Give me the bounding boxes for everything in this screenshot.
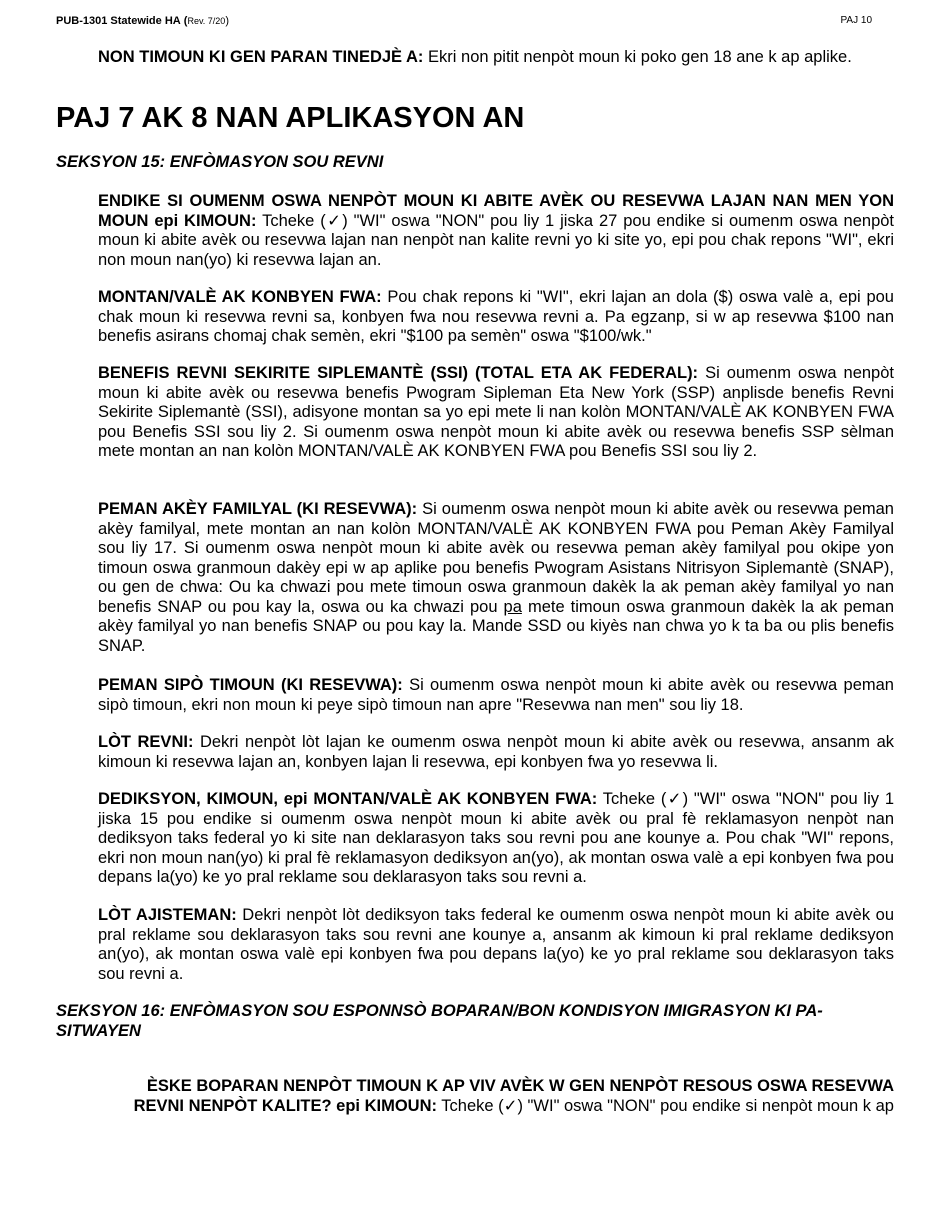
paragraph-text: Si oumenm oswa nenpòt moun ki abite avèk ou resevwa peman akèy familyal, mete montan an nan kolòn MONTAN/VALÈ AK KONBYEN FWA pou Peman Akèy Familyal sou liy 17. Si oumenm oswa nenpòt moun ki abite avèk ou resevwa peman akèy familyal pou okipe yon timoun oswa granmoun dakèy epi w ap aplike pou benefis Pwogram Asistans Nitrisyon Siplemantè (SNAP), ou gen de chwa: Ou ka chwazi pou mete timoun oswa granmoun dakèk la ak peman akèy familyal yo nan benefis SNAP ou pou kay la, oswa ou ka chwazi pou [98, 500, 894, 616]
paragraph-label: MONTAN/VALÈ AK KONBYEN FWA: [98, 288, 382, 306]
section-16-title: SEKSYON 16: ENFÒMASYON SOU ESPONNSÒ BOPARAN/BON KONDISYON IMIGRASYON KI PA-SITWAYEN [56, 1002, 823, 1040]
question-label-line2: REVNI NENPÒT KALITE? epi KIMOUN: [133, 1096, 437, 1115]
form-id-header: PUB-1301 Statewide HA (Rev. 7/20) [56, 15, 229, 27]
paragraph-label: BENEFIS REVNI SEKIRITE SIPLEMANTÈ (SSI) (TOTAL ETA AK FEDERAL): [98, 364, 699, 382]
paragraph-text: Tcheke (✓) "WI" oswa "NON" pou liy 1 jiska 27 pou endike si oumenm oswa nenpòt moun ki abite avèk ou resevwa lajan nan nenpòt nan kalite revni yo ki site yo, epi pou chak repons "WI", ekri non moun nan(yo) ki resevwa lajan an. [98, 211, 895, 269]
question-text: Tcheke (✓) "WI" oswa "NON" pou endike si nenpòt moun k ap [437, 1096, 894, 1115]
paragraph-text: Si oumenm oswa nenpòt moun ki abite avèk ou resevwa peman sipò timoun, ekri non moun ki peye sipò timoun nan apre "Resevwa nan men" sou liy 18. [98, 676, 894, 714]
paragraph-sponsor-resources [98, 1077, 894, 1116]
paragraph-label: PEMAN SIPÒ TIMOUN (KI RESEVWA): [98, 676, 403, 694]
paragraph-child-support [98, 676, 894, 715]
teen-parent-note-label: NON TIMOUN KI GEN PARAN TINEDJÈ A: [98, 48, 424, 66]
teen-parent-note [98, 47, 898, 67]
paragraph-deductions [98, 790, 894, 888]
paragraph-other-income [98, 733, 894, 772]
paragraph-text: Dekri nenpòt lòt dediksyon taks federal ke oumenm oswa nenpòt moun ki abite avèk ou pral reklame sou deklarasyon taks sou revni ane kounye a, ansanm ak kimoun ki pral reklame dediksyon an(yo), ak montan oswa valè epi konbyen fwa pou depans la(yo) ke yo pral reklame sou deklarasyon taks sou revni a. [98, 906, 894, 983]
page-number: PAJ 10 [840, 15, 872, 26]
form-revision: Rev. 7/20 [187, 16, 226, 26]
paragraph-other-adjustments [98, 906, 894, 984]
paragraph-foster-care-payments [98, 500, 894, 656]
paragraph-label: ENDIKE SI OUMENM OSWA NENPÒT MOUN KI ABITE AVÈK OU RESEVWA LAJAN NAN MEN YON MOUN epi KIMOUN: [98, 192, 894, 230]
paragraph-text: Pou chak repons ki "WI", ekri lajan an dola ($) oswa valè a, epi pou chak moun ki resevwa revni sa, konbyen fwa nou resevwa revni a. Pa egzanp, si w ap resevwa $100 nan benefis asirans chomaj chak semèn, ekri "$100 pa semèn" oswa "$100/wk." [98, 288, 894, 345]
paragraph-label: DEDIKSYON, KIMOUN, epi MONTAN/VALÈ AK KONBYEN FWA: [98, 790, 598, 808]
paragraph-text-continued: mete timoun oswa granmoun dakèk la ak peman akèy familyal yo nan benefis SNAP ou pou kay la. Mande SSD ou kiyès nan chwa yo k ta ba ou plis benefis SNAP. [98, 597, 895, 655]
paragraph-text: Tcheke (✓) "WI" oswa "NON" pou liy 1 jiska 15 pou endike si oumenm oswa nenpòt moun ki abite avèk ou pral fè reklamasyon nenpòt nan dediksyon taks federal yo ki site nan deklarasyon taks sou revni pou ane kounye a. Pou chak "WI" repons, ekri non moun nan(yo) ki pral fè reklamasyon dediksyon an(yo), ak montan oswa valè a epi konbyen fwa pou depans la(yo) ke yo pral reklame sou deklarasyon taks sou revni a. [98, 790, 894, 886]
paragraph-ssi-benefits [98, 364, 894, 462]
teen-parent-note-text: Ekri non pitit nenpòt moun ki poko gen 18 ane k ap aplike. [423, 48, 852, 66]
question-label-line1: ÈSKE BOPARAN NENPÒT TIMOUN K AP VIV AVÈK W GEN NENPÒT RESOUS OSWA RESEVWA [146, 1077, 894, 1095]
form-id: PUB-1301 Statewide HA [56, 15, 181, 27]
paragraph-text: Si oumenm oswa nenpòt moun ki abite avèk ou resevwa benefis Pwogram Sipleman Eta New York (SSP) anplisde benefis Revni Sekirite Siplemantè (SSI), adisyone montan sa yo epi mete li nan kolòn MONTAN/VALÈ AK KONBYEN FWA pou Benefis SSI sou liy 2. Si oumenm oswa nenpòt moun ki abite avèk ou resevwa benefis SSP sèlman mete montan an nan kolòn MONTAN/VALÈ AK KONBYEN FWA pou Benefis SSI sou liy 2. [98, 364, 894, 460]
page-heading: PAJ 7 AK 8 NAN APLIKASYON AN [56, 102, 525, 134]
paragraph-label: LÒT REVNI: [98, 733, 194, 751]
paragraph-label: PEMAN AKÈY FAMILYAL (KI RESEVWA): [98, 500, 418, 518]
section-15-title: SEKSYON 15: ENFÒMASYON SOU REVNI [56, 153, 384, 171]
paragraph-amount-frequency [98, 288, 894, 347]
paragraph-label: LÒT AJISTEMAN: [98, 906, 237, 924]
underlined-word: pa [503, 597, 522, 616]
paragraph-income-receivers [98, 192, 894, 270]
paragraph-text: Dekri nenpòt lòt lajan ke oumenm oswa nenpòt moun ki abite avèk ou resevwa, ansanm ak kimoun ki resevwa lajan an, konbyen lajan li resevwa, epi konbyen fwa yo resevwa li. [98, 733, 894, 771]
